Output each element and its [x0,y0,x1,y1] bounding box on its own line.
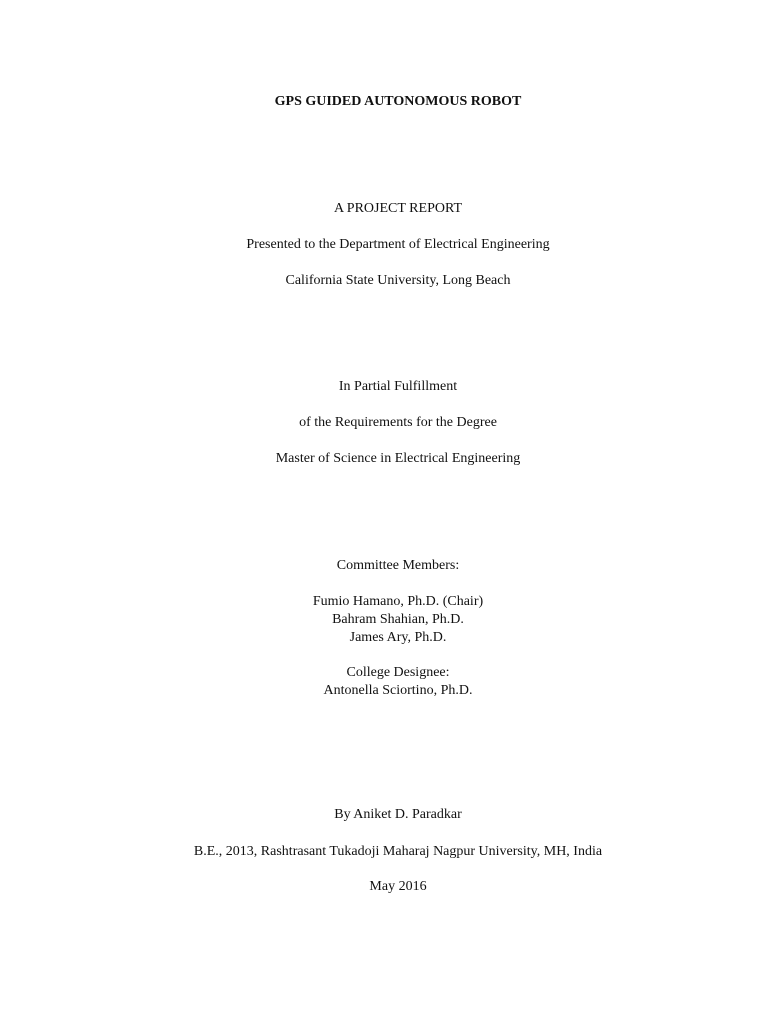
degree-name: Master of Science in Electrical Engineering [275,451,521,466]
report-date: May 2016 [369,879,427,894]
committee-heading: Committee Members: [336,558,460,573]
committee-member: Bahram Shahian, Ph.D. [332,612,464,627]
author: By Aniket D. Paradkar [334,807,462,822]
author-degree: B.E., 2013, Rashtrasant Tukadoji Maharaj Nagpur University, MH, India [193,844,603,859]
college-designee-name: Antonella Sciortino, Ph.D. [323,683,473,698]
fulfillment-line-1: In Partial Fulfillment [338,379,458,394]
report-title: GPS GUIDED AUTONOMOUS ROBOT [274,94,522,109]
fulfillment-line-2: of the Requirements for the Degree [299,415,497,430]
report-type: A PROJECT REPORT [333,201,463,216]
committee-member: Fumio Hamano, Ph.D. (Chair) [312,594,484,609]
university: California State University, Long Beach [285,273,511,288]
presented-to: Presented to the Department of Electrical Engineering [246,237,550,252]
committee-member: James Ary, Ph.D. [349,630,447,645]
college-designee-heading: College Designee: [346,665,450,680]
